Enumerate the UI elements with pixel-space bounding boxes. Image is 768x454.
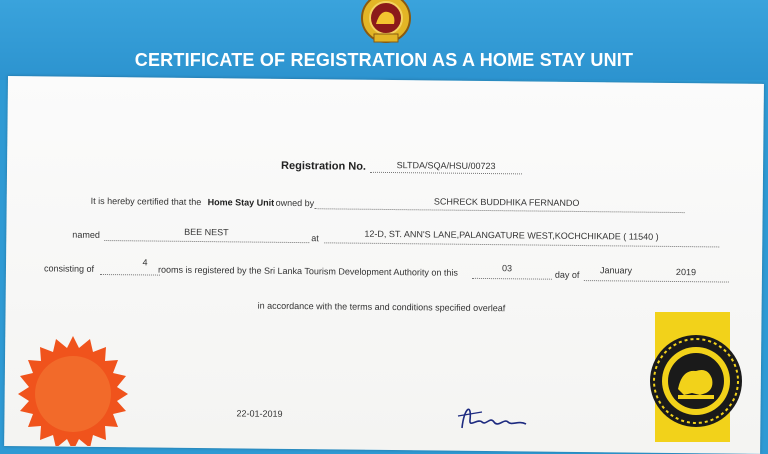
at-label: at bbox=[311, 233, 319, 244]
certificate-title: CERTIFICATE OF REGISTRATION AS A HOME STAY UNIT bbox=[134, 50, 634, 70]
month-dots bbox=[584, 280, 729, 283]
unit-name-dots bbox=[104, 240, 309, 243]
day-dots bbox=[472, 278, 552, 280]
year: 2019 bbox=[675, 267, 697, 278]
sri-lanka-emblem-icon bbox=[358, 0, 414, 46]
rooms-dots bbox=[100, 274, 160, 276]
terms-text: in accordance with the terms and conditions specified overleaf bbox=[257, 300, 506, 314]
certify-prefix: It is hereby certified that the bbox=[90, 195, 202, 208]
owner-name: SCHRECK BUDDHIKA FERNANDO bbox=[433, 196, 580, 208]
sri-lanka-tourism-seal-icon bbox=[648, 333, 744, 429]
certify-suffix: owned by bbox=[275, 197, 315, 209]
named-label: named bbox=[72, 229, 100, 240]
registration-dots bbox=[370, 172, 522, 175]
day-number: 03 bbox=[501, 263, 513, 274]
issue-date: 22-01-2019 bbox=[236, 408, 283, 419]
address: 12-D, ST. ANN'S LANE,PALANGATURE WEST,KOCHCHIKADE ( 11540 ) bbox=[364, 228, 659, 242]
owner-dots bbox=[315, 208, 685, 213]
registration-number: SLTDA/SQA/HSU/00723 bbox=[396, 160, 496, 172]
address-dots bbox=[324, 242, 719, 247]
day-of-label: day of bbox=[554, 269, 580, 280]
red-seal-icon bbox=[8, 336, 138, 446]
rooms-count: 4 bbox=[142, 257, 148, 268]
consisting-label: consisting of bbox=[43, 263, 95, 274]
month: January bbox=[599, 265, 633, 276]
certify-bold: Home Stay Unit bbox=[207, 197, 275, 208]
registration-label: Registration No. bbox=[281, 159, 367, 173]
signature bbox=[452, 398, 532, 432]
unit-name: BEE NEST bbox=[184, 226, 229, 238]
rooms-text: rooms is registered by the Sri Lanka Tourism Development Authority on this bbox=[157, 264, 459, 278]
